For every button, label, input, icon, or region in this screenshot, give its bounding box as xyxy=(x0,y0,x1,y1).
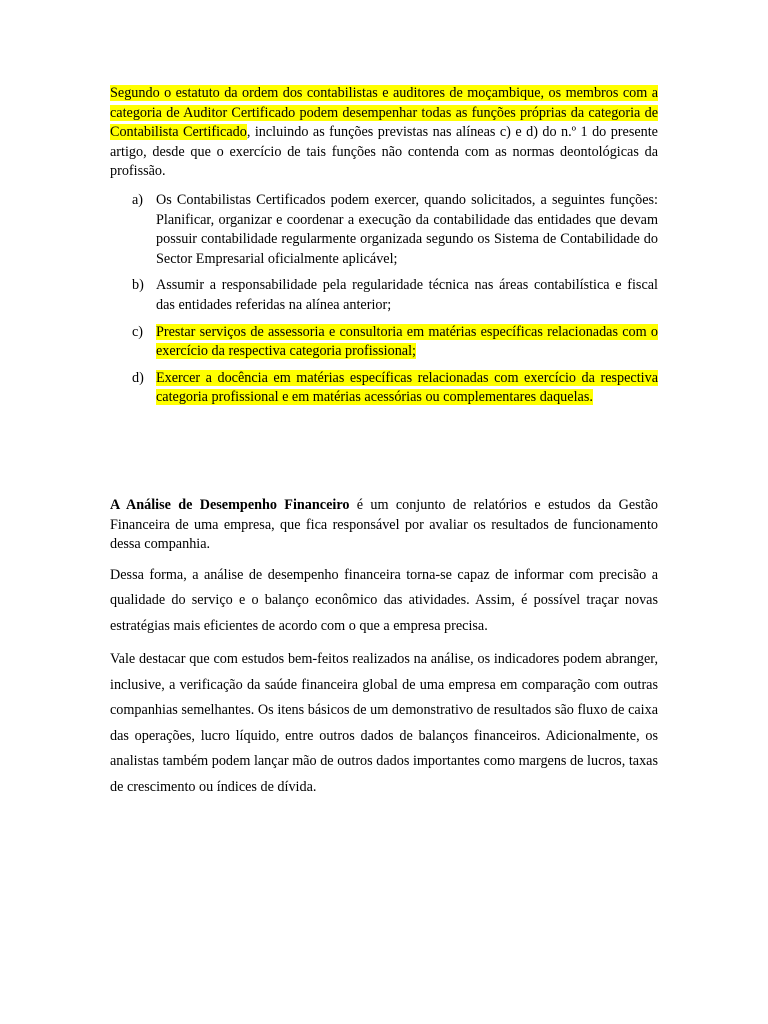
list-marker: b) xyxy=(132,277,144,294)
intro-highlighted-text: Segundo o estatuto da ordem dos contabilistas e auditores de moçambique, os membros com a categoria de Auditor Certificado podem desempenhar todas as funções próprias da categoria de Contabilista Certificado xyxy=(110,85,658,141)
list-item-text: Os Contabilistas Certificados podem exercer, quando solicitados, a seguintes funções: Planificar, organizar e coordenar a execução da contabilidade das entidades que devam possuir contabilidade regularmente organizada segundo os Sistema de Contabilidade do Sector Empresarial oficialmente aplicável; xyxy=(156,191,658,267)
section-spacer xyxy=(110,415,658,496)
functions-list xyxy=(110,191,658,408)
list-item-text: Prestar serviços de assessoria e consultoria em matérias específicas relacionadas com o exercício da respectiva categoria profissional; xyxy=(156,323,658,360)
list-marker: c) xyxy=(132,323,144,340)
list-item xyxy=(110,369,658,408)
financial-analysis-section xyxy=(110,496,658,800)
document-page xyxy=(110,84,658,800)
definition-text: é um conjunto de relatórios e estudos da Gestão Financeira de uma empresa, que fica responsável por avaliar os resultados de funcionamento dessa companhia. xyxy=(110,496,658,553)
defined-term: A Análise de Desempenho Financeiro xyxy=(110,496,350,513)
intro-rest-text: , incluindo as funções previstas nas alíneas c) e d) do n.º 1 do presente artigo, desde que o exercício de tais funções não contenda com as normas deontológicas da profissão. xyxy=(110,124,658,180)
body-paragraph: Dessa forma, a análise de desempenho financeira torna-se capaz de informar com precisão a qualidade do serviço e o balanço econômico das atividades. Assim, é possível traçar novas estratégias mais eficientes de acordo com o que a empresa precisa. xyxy=(110,566,658,634)
definition-paragraph xyxy=(110,496,658,555)
list-item-text: Exercer a docência em matérias específicas relacionadas com exercício da respectiva categoria profissional e em matérias acessórias ou complementares daquelas. xyxy=(156,369,658,406)
list-item xyxy=(110,276,658,315)
list-marker: d) xyxy=(132,369,144,386)
body-paragraph: Vale destacar que com estudos bem-feitos realizados na análise, os indicadores podem abranger, inclusive, a verificação da saúde financeira global de uma empresa em comparação com outras companhias semelhantes. Os itens básicos de um demonstrativo de resultados são fluxo de caixa das operações, lucro líquido, entre outros dados de balanços financeiros. Adicionalmente, os analistas também podem lançar mão de outros dados importantes como margens de lucros, taxas de crescimento ou índices de dívida. xyxy=(110,651,658,795)
list-item xyxy=(110,191,658,269)
list-item-text: Assumir a responsabilidade pela regularidade técnica nas áreas contabilística e fiscal das entidades referidas na alínea anterior; xyxy=(156,277,658,313)
list-marker: a) xyxy=(132,191,144,208)
list-item xyxy=(110,323,658,362)
intro-paragraph xyxy=(110,84,658,182)
